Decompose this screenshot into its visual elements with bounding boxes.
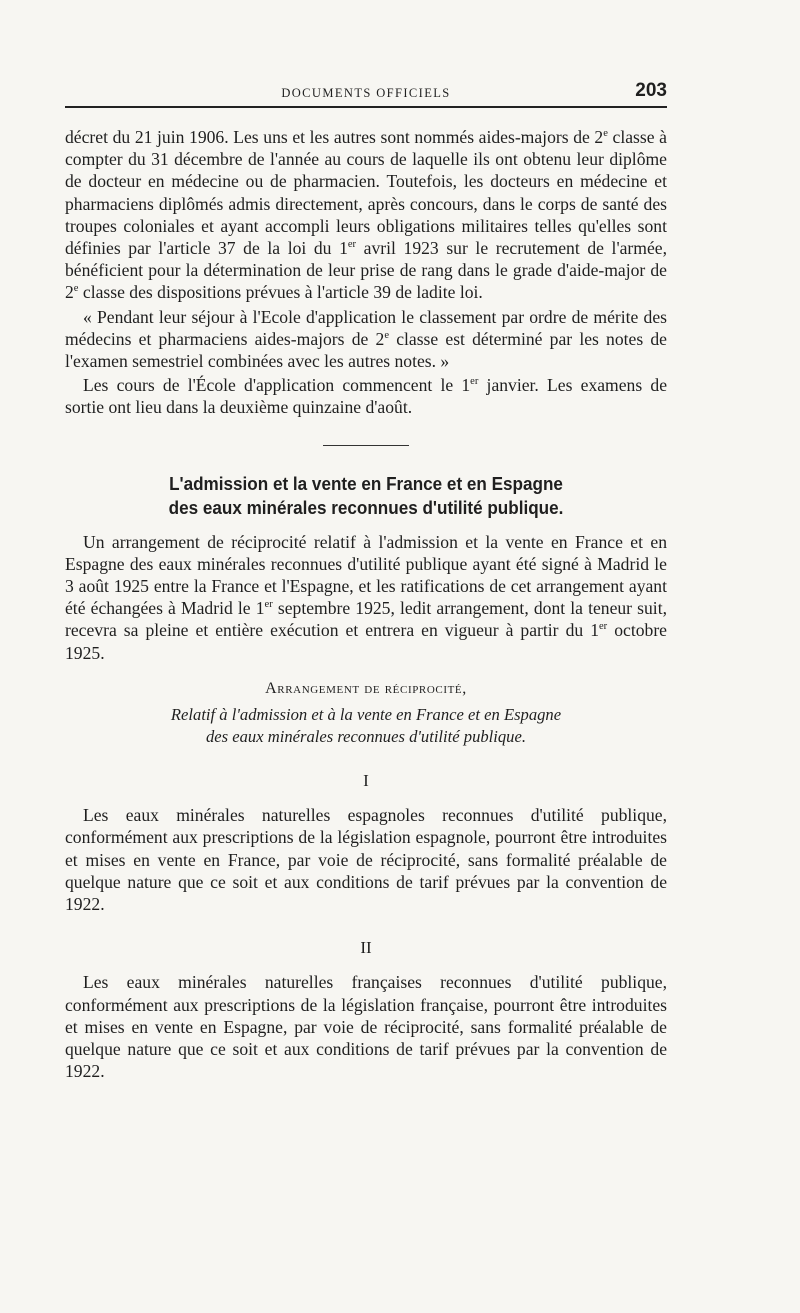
paragraph-text: décret du 21 juin 1906. Les uns et les autres sont nommés aides-majors de 2 xyxy=(65,127,604,147)
article-text: Les eaux minérales naturelles espagnoles reconnues d'utilité publique, conformément aux prescriptions de la législation espagnole, pourront être introduites et mises en vente en France, par voie de réciprocité, sans formalité préalable de quelque nature que ce soit et aux conditions de tarif prévues par la convention de 1922. xyxy=(65,805,667,915)
arrangement-heading: Arrangement de réciprocité, xyxy=(265,679,467,697)
paragraph-text: classe des dispositions prévues à l'article 39 de ladite loi. xyxy=(78,282,483,303)
running-head: DOCUMENTS OFFICIELS xyxy=(281,86,451,100)
paragraph-decret xyxy=(65,126,667,304)
superscript: e xyxy=(384,329,389,341)
paragraph-text: janvier. Les examens de sortie ont lieu dans la deuxième quinzaine d'août. xyxy=(65,375,667,418)
superscript: er xyxy=(470,376,479,388)
superscript: e xyxy=(603,128,608,140)
page-header xyxy=(65,80,667,110)
paragraph-text: octobre 1925. xyxy=(65,620,667,663)
paragraph-text: Les cours de l'École d'application commencent le 1 xyxy=(83,375,471,396)
page-body xyxy=(65,126,667,1083)
paragraph-text: Un arrangement de réciprocité relatif à l'admission et la vente en France et en Espagne des eaux minérales reconnues d'utilité publique ayant été signé à Madrid le 3 août 1925 entre la France et l'Espagne, et les ratifications de cet arrangement ayant été échangées à Madrid le 1 xyxy=(65,531,667,619)
superscript: er xyxy=(347,239,357,251)
paragraph-cours xyxy=(65,374,667,418)
article-number: I xyxy=(363,771,369,791)
page-number: 203 xyxy=(635,80,667,101)
arrangement-subtitle-line: des eaux minérales reconnues d'utilité publique. xyxy=(206,727,526,747)
section-title-line: des eaux minérales reconnues d'utilité publique. xyxy=(168,496,564,518)
article-text: Les eaux minérales naturelles françaises reconnues d'utilité publique, conformément aux prescriptions de la législation française, pourront être introduites et mises en vente en Espagne, par voie de réciprocité, sans formalité préalable de quelque nature que ce soit et aux conditions de tarif prévues par la convention de 1922. xyxy=(65,972,667,1082)
section-title xyxy=(89,472,643,520)
section-separator xyxy=(323,445,409,446)
paragraph-ecole-classement xyxy=(65,306,667,373)
section-title-line: L'admission et la vente en France et en Espagne xyxy=(169,472,563,494)
arrangement-subtitle-line: Relatif à l'admission et à la vente en France et en Espagne xyxy=(170,705,562,725)
article-number: II xyxy=(360,938,372,958)
arrangement-subtitle xyxy=(65,704,667,748)
header-rule xyxy=(65,106,667,108)
paragraph-text: septembre 1925, ledit arrangement, dont la teneur suit, recevra sa pleine et entière exécution et entrera en vigueur à partir du 1 xyxy=(65,598,667,641)
paragraph-arrangement-intro xyxy=(65,531,667,664)
superscript: er xyxy=(264,599,273,611)
paragraph-text: avril 1923 sur le recrutement de l'armée, bénéficient pour la détermination de leur prise de rang dans le grade d'aide-major de 2 xyxy=(65,238,667,303)
paragraph-text: « Pendant leur séjour à l'Ecole d'application le classement par ordre de mérite des médecins et pharmaciens aides-majors de 2 xyxy=(65,306,667,349)
superscript: er xyxy=(599,621,608,633)
paragraph-text: classe est déterminé par les notes de l'examen semestriel combinées avec les autres notes. » xyxy=(65,328,667,372)
paragraph-text: classe à compter du 31 décembre de l'année au cours de laquelle ils ont obtenu leur diplôme de docteur en médecine ou de pharmacien. Toutefois, les docteurs en médecine et pharmaciens diplômés admis directement, après concours, dans le corps de santé des troupes coloniales et ayant accompli leurs obligations militaires telles qu'elles sont définies par l'article 37 de la loi du 1 xyxy=(65,127,667,259)
superscript: e xyxy=(73,283,79,295)
